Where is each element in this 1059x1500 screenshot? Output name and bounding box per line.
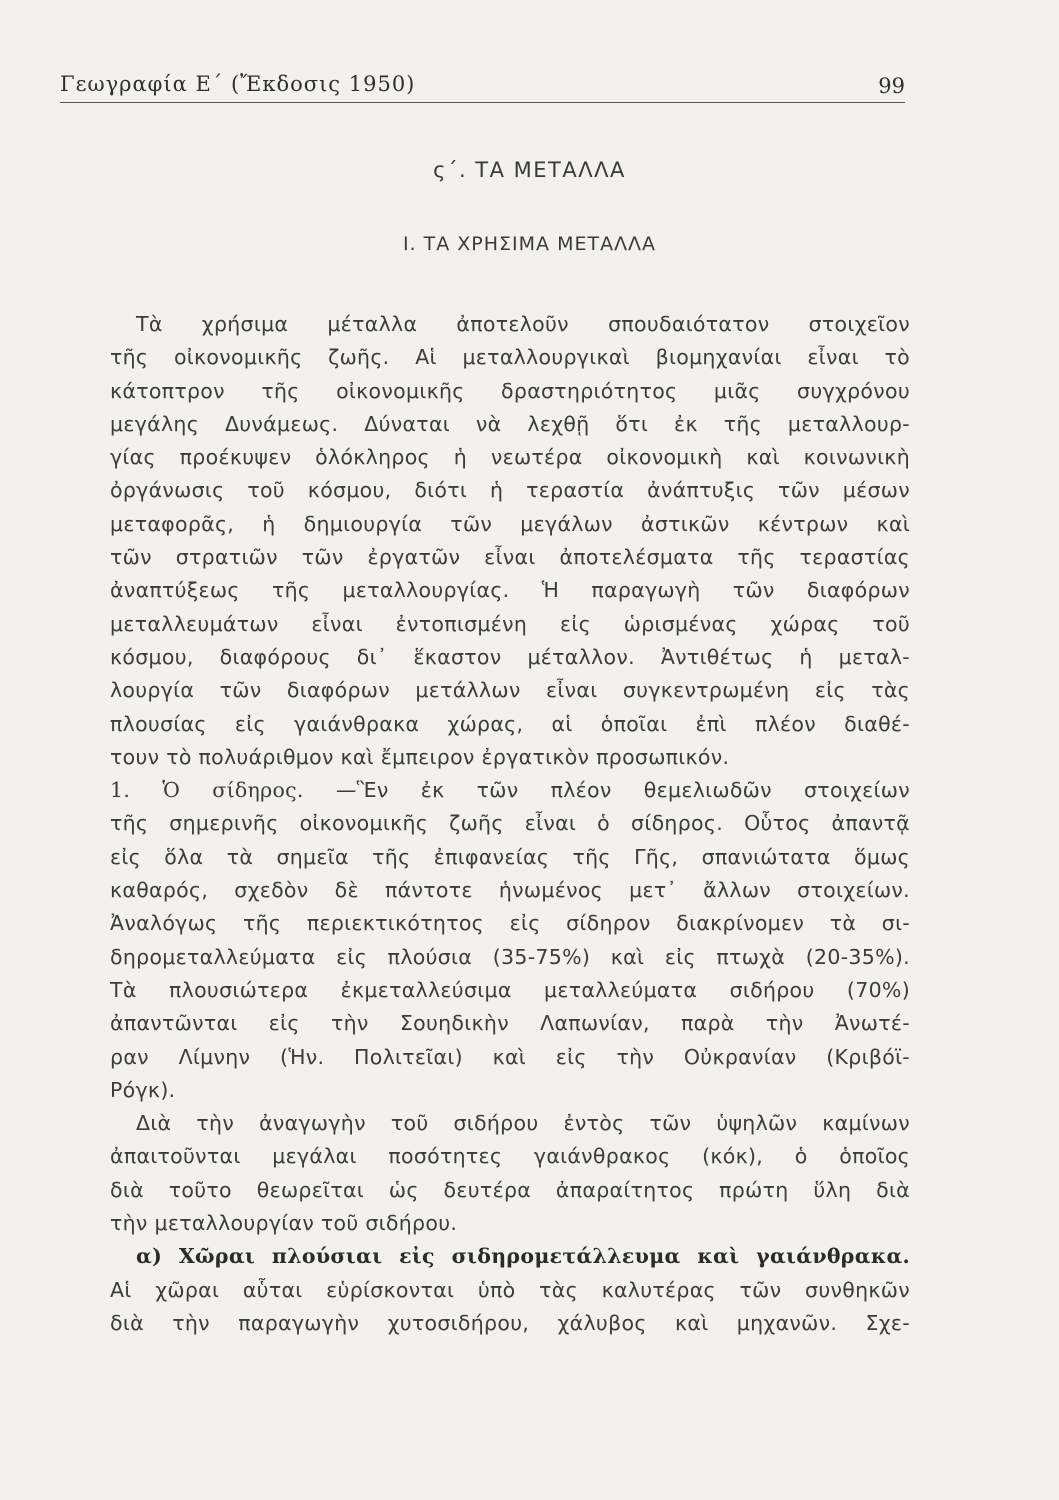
text-line: τῆς οἰκονομικῆς ζωῆς. Αἱ μεταλλουργικαὶ βιομηχανίαι εἶναι τὸ — [110, 345, 910, 370]
text-line: ἀπαντῶνται εἰς τὴν Σουηδικὴν Λαπωνίαν, παρὰ τὴν Ἀνωτέ- — [110, 1011, 910, 1036]
text-line: μεγάλης Δυνάμεως. Δύναται νὰ λεχθῇ ὅτι ἐκ τῆς μεταλλουρ- — [110, 411, 910, 436]
page-header — [60, 68, 905, 103]
iron-first-line: —Ἓν ἐκ τῶν πλέον θεμελιωδῶν στοιχείων — [335, 778, 910, 803]
text-line: Διὰ τὴν ἀναγωγὴν τοῦ σιδήρου ἐντὸς τῶν ὑψηλῶν καμίνων — [136, 1111, 910, 1136]
text-line: διὰ τὴν παραγωγὴν χυτοσιδήρου, χάλυβος καὶ μηχανῶν. Σχε- — [110, 1310, 910, 1335]
intro-paragraph — [110, 308, 910, 774]
subsection-a — [110, 1240, 910, 1340]
text-line: Ἀναλόγως τῆς περιεκτικότητος εἰς σίδηρον διακρίνομεν τὰ σι- — [110, 911, 910, 936]
subsection-heading: α) Χῶραι πλούσιαι εἰς σιδηρομετάλλευμα καὶ γαιάνθρακα. — [136, 1244, 910, 1269]
text-line: μεταλλευμάτων εἶναι ἐντοπισμένη εἰς ὡρισμένας χώρας τοῦ — [110, 611, 910, 636]
page-number: 99 — [878, 74, 905, 98]
text-line: δηρομεταλλεύματα εἰς πλούσια (35-75%) καὶ εἰς πτωχὰ (20-35%). — [110, 944, 910, 969]
iron-heading: 1. Ὁ σίδηρος. — [110, 778, 304, 803]
running-title: Γεωγραφία Ε΄ (Ἔκδοσις 1950) — [60, 72, 416, 96]
text-line: ἀπαιτοῦνται μεγάλαι ποσότητες γαιάνθρακος (κόκ), ὁ ὁποῖος — [110, 1144, 910, 1169]
body-text — [110, 308, 910, 1340]
section-title: Ι. ΤΑ ΧΡΗΣΙΜΑ ΜΕΤΑΛΛΑ — [402, 233, 657, 255]
text-line: πλουσίας εἰς γαιάνθρακα χώρας, αἱ ὁποῖαι ἐπὶ πλέον διαθέ- — [110, 711, 910, 736]
text-line: Τὰ πλουσιώτερα ἐκμεταλλεύσιμα μεταλλεύματα σιδήρου (70%) — [110, 977, 910, 1002]
text-line: τουν τὸ πολυάριθμον καὶ ἔμπειρον ἐργατικὸν προσωπικόν. — [110, 744, 730, 769]
text-line: τῶν στρατιῶν τῶν ἐργατῶν εἶναι ἀποτελέσματα τῆς τεραστίας — [110, 545, 910, 570]
iron-paragraph — [110, 774, 910, 1107]
text-line: καθαρός, σχεδὸν δὲ πάντοτε ἡνωμένος μετ᾿ ἄλλων στοιχείων. — [110, 878, 910, 903]
text-line: Ρόγκ). — [110, 1077, 176, 1102]
text-line: μεταφορᾶς, ἡ δημιουργία τῶν μεγάλων ἀστικῶν κέντρων καὶ — [110, 511, 910, 536]
text-line: λουργία τῶν διαφόρων μετάλλων εἶναι συγκεντρωμένη εἰς τὰς — [110, 678, 910, 703]
text-line: ραν Λίμνην (Ἡν. Πολιτεῖαι) καὶ εἰς τὴν Οὐκρανίαν (Κριβόϊ- — [110, 1044, 910, 1069]
text-line: κάτοπτρον τῆς οἰκονομικῆς δραστηριότητος μιᾶς συγχρόνου — [110, 378, 910, 403]
text-line: ὀργάνωσις τοῦ κόσμου, διότι ἡ τεραστία ἀνάπτυξις τῶν μέσων — [110, 478, 910, 503]
chapter-title: ς΄. ΤΑ ΜΕΤΑΛΛΑ — [433, 158, 626, 182]
text-line: τῆς σημερινῆς οἰκονομικῆς ζωῆς εἶναι ὁ σίδηρος. Οὗτος ἀπαντᾷ — [110, 811, 910, 836]
text-line: Αἱ χῶραι αὗται εὑρίσκονται ὑπὸ τὰς καλυτέρας τῶν συνθηκῶν — [110, 1277, 910, 1302]
text-line: διὰ τοῦτο θεωρεῖται ὡς δευτέρα ἀπαραίτητος πρώτη ὕλη διὰ — [110, 1177, 910, 1202]
text-line: εἰς ὅλα τὰ σημεῖα τῆς ἐπιφανείας τῆς Γῆς, σπανιώτατα ὅμως — [110, 844, 910, 869]
coke-paragraph — [110, 1107, 910, 1240]
text-line: κόσμου, διαφόρους δι᾿ ἕκαστον μέταλλον. Ἀντιθέτως ἡ μεταλ- — [110, 644, 910, 669]
text-line: Τὰ χρήσιμα μέταλλα ἀποτελοῦν σπουδαιότατον στοιχεῖον — [136, 312, 910, 336]
text-line: ἀναπτύξεως τῆς μεταλλουργίας. Ἡ παραγωγὴ τῶν διαφόρων — [110, 578, 910, 603]
text-line: τὴν μεταλλουργίαν τοῦ σιδήρου. — [110, 1211, 458, 1236]
text-line — [110, 774, 910, 807]
text-line: γίας προέκυψεν ὁλόκληρος ἡ νεωτέρα οἰκονομικὴ καὶ κοινωνικὴ — [110, 445, 910, 470]
